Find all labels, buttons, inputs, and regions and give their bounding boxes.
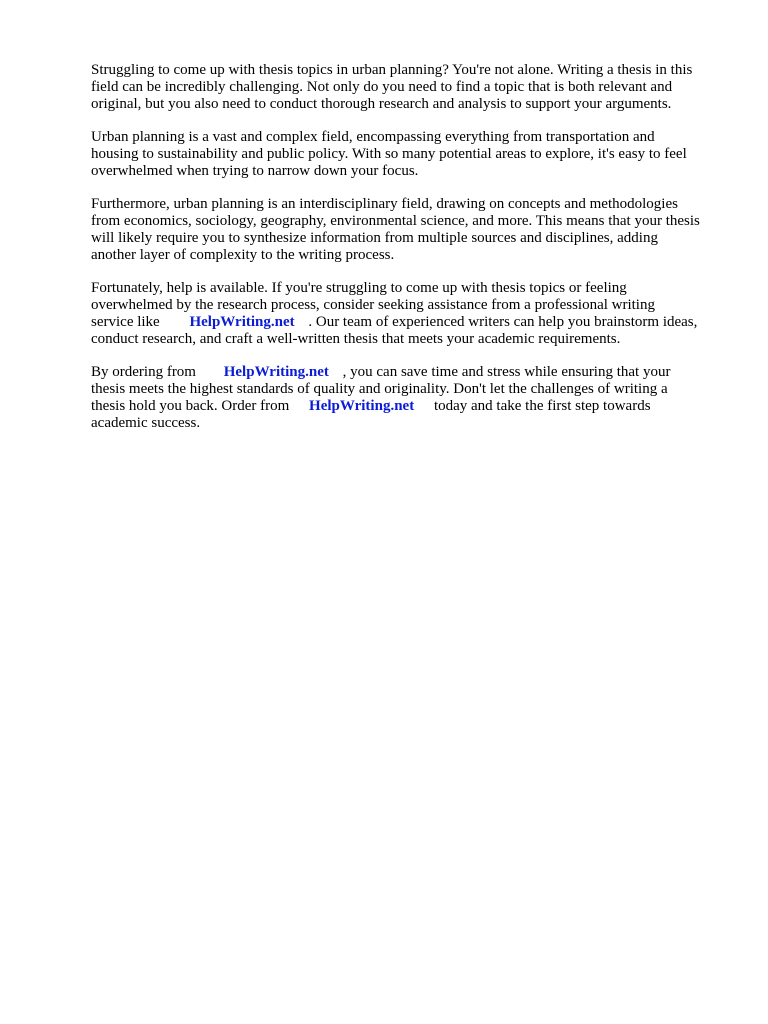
helpwriting-link[interactable]: HelpWriting.net: [309, 398, 415, 414]
paragraph-5: [91, 364, 727, 432]
paragraph-5-text-b: , you can save time and stress while ensuring that your thesis meets the highest standards of quality and originality. Don't let the challenges of writing a thesis hold you back. Order from: [91, 364, 671, 414]
document-page: [91, 62, 727, 448]
paragraph-4: [91, 280, 727, 348]
paragraph-4-text-a: Fortunately, help is available. If you're struggling to come up with thesis topics or feeling overwhelmed by the research process, consider seeking assistance from a professional writing service like: [91, 280, 655, 330]
paragraph-4-text-b: . Our team of experienced writers can help you brainstorm ideas, conduct research, and craft a well-written thesis that meets your academic requirements.: [91, 314, 698, 347]
paragraph-3: Furthermore, urban planning is an interdisciplinary field, drawing on concepts and methodologies from economics, sociology, geography, environmental science, and more. This means that your thesis will likely require you to synthesize information from multiple sources and disciplines, adding another layer of complexity to the writing process.: [91, 196, 700, 263]
helpwriting-link[interactable]: HelpWriting.net: [189, 314, 295, 330]
helpwriting-link[interactable]: HelpWriting.net: [223, 364, 329, 380]
paragraph-5-text-a: By ordering from: [91, 364, 200, 380]
paragraph-5-text-c: today and take the first step towards academic success.: [91, 398, 651, 431]
paragraph-2: Urban planning is a vast and complex field, encompassing everything from transportation and housing to sustainability and public policy. With so many potential areas to explore, it's easy to feel overwhelmed when trying to narrow down your focus.: [91, 129, 687, 179]
paragraph-1: Struggling to come up with thesis topics in urban planning? You're not alone. Writing a thesis in this field can be incredibly challenging. Not only do you need to find a topic that is both relevant and original, but you also need to conduct thorough research and analysis to support your arguments.: [91, 62, 693, 112]
